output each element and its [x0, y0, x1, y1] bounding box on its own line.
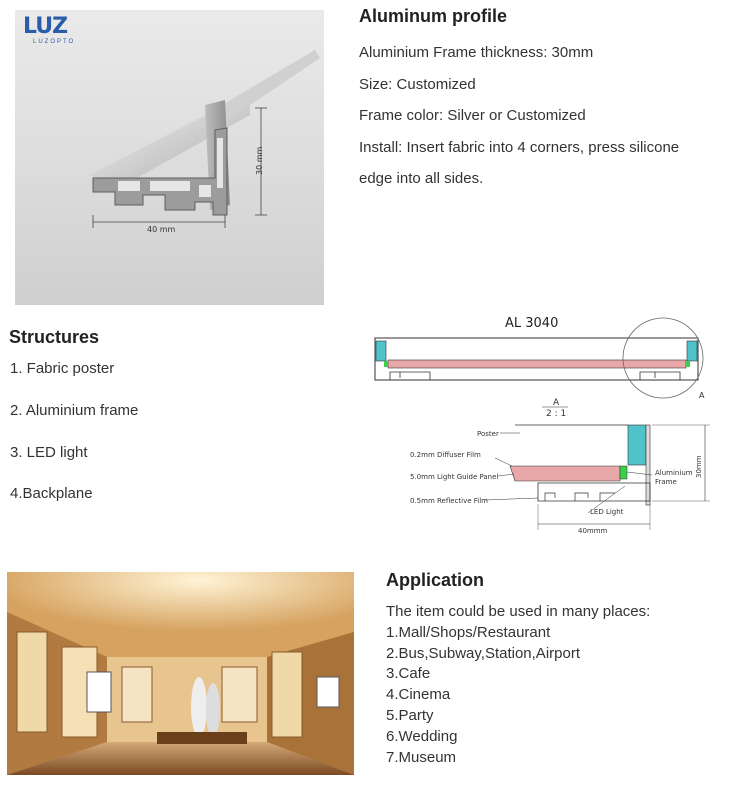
model-label: AL 3040 — [505, 316, 559, 331]
structure-item-fabric: 1. Fabric poster — [10, 360, 115, 377]
label-frame-line1: Aluminium — [655, 469, 693, 477]
profile-line-thickness: Aluminium Frame thickness: 30mm — [359, 44, 594, 61]
application-item-wedding: 6.Wedding — [386, 728, 458, 745]
width-dimension-label: 40 mm — [147, 225, 176, 234]
cross-section-diagram — [370, 308, 720, 540]
application-item-cinema: 4.Cinema — [386, 686, 451, 703]
shop-interior-illustration — [7, 572, 354, 775]
profile-line-size: Size: Customized — [359, 76, 476, 93]
luz-logo: LUZ — [23, 14, 68, 39]
height-dimension-label: 30 mm — [255, 146, 264, 175]
scale-label: 2 : 1 — [546, 409, 567, 419]
label-frame-line2: Frame — [655, 478, 677, 486]
application-item-museum: 7.Museum — [386, 749, 457, 766]
aluminum-profile-heading: Aluminum profile — [359, 6, 507, 26]
application-heading: Application — [386, 570, 484, 590]
structure-item-frame: 2. Aluminium frame — [10, 402, 139, 419]
label-height-30mm: 30mm — [695, 455, 703, 478]
application-item-party: 5.Party — [386, 707, 434, 724]
label-led: LED Light — [590, 508, 624, 516]
profile-line-install-cont: edge into all sides. — [359, 170, 484, 187]
aluminum-profile-illustration — [15, 10, 324, 305]
label-diffuser: 0.2mm Diffuser Film — [410, 451, 481, 459]
structure-item-backplane: 4.Backplane — [10, 485, 93, 502]
label-poster: Poster — [477, 430, 499, 438]
application-item-transit: 2.Bus,Subway,Station,Airport — [386, 645, 580, 662]
label-width-40mm: 40mmm — [578, 527, 608, 535]
structures-heading: Structures — [9, 327, 100, 347]
application-intro: The item could be used in many places: — [386, 603, 651, 620]
application-item-mall: 1.Mall/Shops/Restaurant — [386, 624, 551, 641]
detail-marker: A — [699, 391, 705, 400]
label-guide-panel: 5.0mm Light Guide Panel — [410, 473, 499, 481]
shop-interior-photo — [7, 572, 354, 775]
profile-line-color: Frame color: Silver or Customized — [359, 107, 586, 124]
label-reflective: 0.5mm Reflective Film — [410, 497, 489, 505]
detail-letter: A — [553, 398, 560, 408]
product-photo — [15, 10, 324, 305]
structure-item-led: 3. LED light — [10, 444, 88, 461]
luz-logo-sub: LUZOPTO — [33, 39, 76, 45]
application-item-cafe: 3.Cafe — [386, 665, 431, 682]
profile-line-install: Install: Insert fabric into 4 corners, press silicone — [359, 139, 680, 156]
